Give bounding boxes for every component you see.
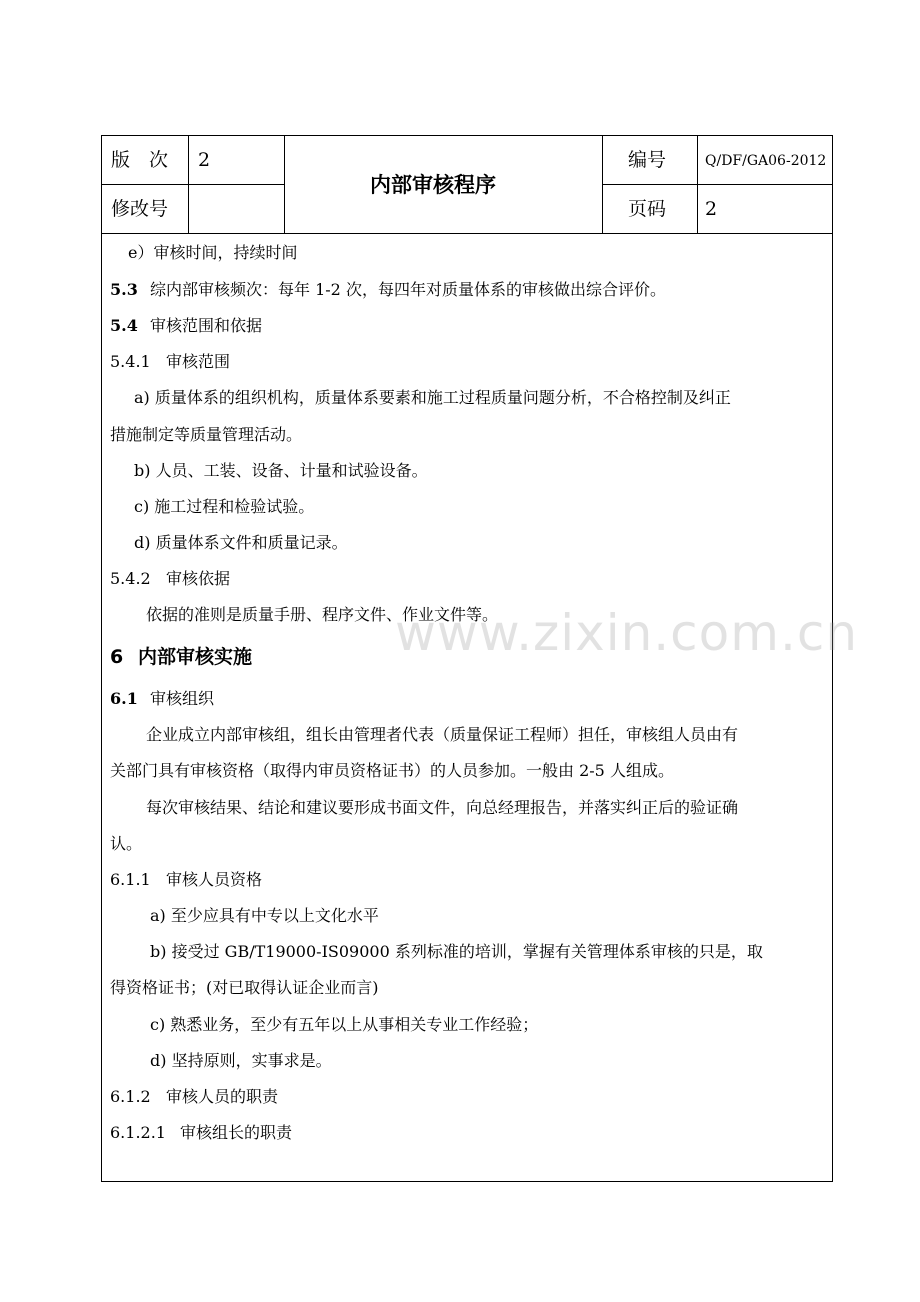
section-text: 审核组长的职责 <box>180 1123 293 1142</box>
header-col-divider-3 <box>602 135 603 233</box>
revision-label: 修改号 <box>111 198 169 220</box>
section-6-heading <box>110 646 252 668</box>
qualification-b-cont: 得资格证书；(对已取得认证企业而言) <box>110 978 379 997</box>
basis-text: 依据的准则是质量手册、程序文件、作业文件等。 <box>146 605 499 624</box>
section-number: 6 <box>110 646 124 668</box>
section-5-4 <box>110 315 262 337</box>
section-5-4-2 <box>110 568 230 590</box>
scope-item-c: c) 施工过程和检验试验。 <box>134 497 315 516</box>
page-label: 页码 <box>628 198 667 220</box>
scope-item-a: a) 质量体系的组织机构，质量体系要素和施工过程质量问题分析，不合格控制及纠正 <box>134 388 731 407</box>
section-number: 6.1 <box>110 689 138 708</box>
edition-value: 2 <box>198 149 211 171</box>
section-number: 5.4.2 <box>110 569 151 588</box>
document-title: 内部审核程序 <box>370 173 496 197</box>
scope-item-b: b) 人员、工装、设备、计量和试验设备。 <box>134 461 428 480</box>
section-number: 5.4.1 <box>110 352 151 371</box>
qualification-d: d) 坚持原则，实事求是。 <box>150 1051 332 1070</box>
section-text: 审核范围 <box>166 352 231 371</box>
section-6-1-2-1 <box>110 1122 292 1144</box>
line-e: e）审核时间，持续时间 <box>128 243 298 262</box>
code-label: 编号 <box>628 149 667 171</box>
section-number: 6.1.1 <box>110 870 151 889</box>
section-number: 6.1.2 <box>110 1087 151 1106</box>
section-5-4-1 <box>110 351 230 373</box>
org-paragraph-line-2: 关部门具有审核资格（取得内审员资格证书）的人员参加。一般由 2-5 人组成。 <box>110 761 674 780</box>
section-text: 审核范围和依据 <box>150 316 263 335</box>
report-paragraph-line-1: 每次审核结果、结论和建议要形成书面文件，向总经理报告，并落实纠正后的验证确 <box>146 798 739 817</box>
section-text: 审核组织 <box>150 689 215 708</box>
section-text: 综内部审核频次：每年 1-2 次，每四年对质量体系的审核做出综合评价。 <box>150 280 666 299</box>
section-5-3 <box>110 279 666 301</box>
scope-item-a-cont: 措施制定等质量管理活动。 <box>110 425 303 444</box>
watermark: www.zixin.com.cn <box>395 604 859 662</box>
section-text: 内部审核实施 <box>138 646 253 668</box>
section-6-1-1 <box>110 869 262 891</box>
report-paragraph-line-2: 认。 <box>110 834 143 853</box>
header-divider <box>101 233 833 234</box>
section-text: 审核依据 <box>166 569 231 588</box>
page-value: 2 <box>705 198 718 220</box>
header-row-divider-left <box>101 184 285 185</box>
section-number: 5.3 <box>110 280 138 299</box>
section-number: 5.4 <box>110 316 138 335</box>
header-col-divider-4 <box>697 135 698 233</box>
qualification-a: a) 至少应具有中专以上文化水平 <box>150 906 379 925</box>
section-6-1-2 <box>110 1086 278 1108</box>
header-col-divider-2 <box>284 135 285 233</box>
code-value: Q/DF/GA06-2012 <box>705 153 827 169</box>
qualification-b: b) 接受过 GB/T19000-IS09000 系列标准的培训，掌握有关管理体系审核的只是，取 <box>150 942 763 961</box>
edition-label: 版 次 <box>111 149 169 171</box>
section-text: 审核人员资格 <box>166 870 263 889</box>
section-6-1 <box>110 688 214 710</box>
header-col-divider-1 <box>188 135 189 233</box>
qualification-c: c) 熟悉业务，至少有五年以上从事相关专业工作经验； <box>150 1015 539 1034</box>
org-paragraph-line-1: 企业成立内部审核组，组长由管理者代表（质量保证工程师）担任，审核组人员由有 <box>146 725 739 744</box>
header-row-divider-right <box>602 184 833 185</box>
scope-item-d: d) 质量体系文件和质量记录。 <box>134 533 348 552</box>
section-number: 6.1.2.1 <box>110 1123 166 1142</box>
section-text: 审核人员的职责 <box>166 1087 279 1106</box>
